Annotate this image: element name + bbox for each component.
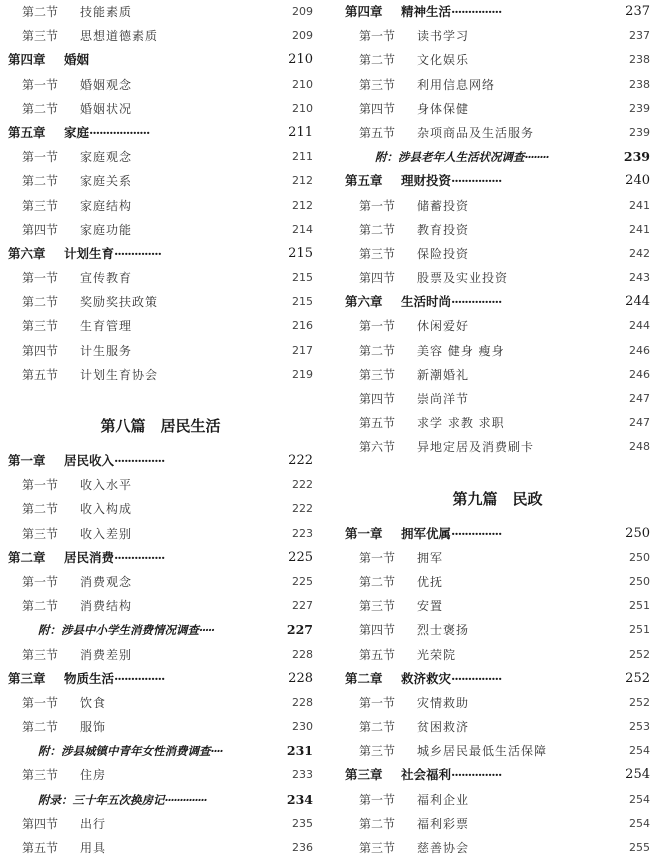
entry-title: 新潮婚礼 <box>417 367 470 382</box>
page-number: 211 <box>292 150 313 164</box>
page-number: 211 <box>288 124 313 140</box>
chapter-entry <box>8 121 313 145</box>
section-entry <box>345 411 650 435</box>
section-entry <box>345 788 650 812</box>
section-entry <box>345 594 650 618</box>
entry-label: 第一章 <box>8 453 46 468</box>
entry-label: 第二章 <box>345 670 383 686</box>
chapter-entry <box>8 449 313 473</box>
page-number: 251 <box>629 623 650 637</box>
entry-label: 第五节 <box>22 367 59 382</box>
section-entry <box>345 836 650 860</box>
entry-label: 第二节 <box>22 502 59 517</box>
entry-label: 第五节 <box>359 125 396 140</box>
entry-title: 收入水平 <box>80 478 133 493</box>
part-heading: 第九篇 民政 <box>452 489 543 508</box>
page-number: 246 <box>629 367 650 381</box>
entry-label: 第二节 <box>359 720 396 735</box>
leader-dots: ··············· <box>451 4 502 19</box>
page-number: 254 <box>629 744 650 758</box>
page-number: 253 <box>629 720 650 734</box>
page-number: 235 <box>292 816 313 830</box>
entry-title: 物质生活 <box>64 670 115 686</box>
entry-title: 慈善协会 <box>417 841 470 855</box>
entry-title: 崇尚洋节 <box>417 392 470 406</box>
entry-title: 饮食 <box>80 695 107 710</box>
entry-label: 第三节 <box>359 246 396 261</box>
entry-title: 读书学习 <box>417 29 470 44</box>
page-number: 238 <box>629 77 650 91</box>
entry-title: 烈士褒扬 <box>417 623 470 638</box>
appendix-entry <box>8 739 313 763</box>
section-entry <box>8 339 313 363</box>
entry-title: 婚姻状况 <box>80 101 133 116</box>
section-entry <box>8 218 313 242</box>
section-entry <box>8 497 313 521</box>
section-entry <box>8 594 313 618</box>
leader-dots: ·················· <box>89 124 150 140</box>
entry-label: 第五节 <box>22 841 59 855</box>
entry-label: 第二节 <box>22 174 59 189</box>
entry-title: 婚姻 <box>64 52 90 68</box>
entry-label: 第三节 <box>22 319 59 334</box>
section-entry <box>345 812 650 836</box>
section-entry <box>8 363 313 387</box>
entry-title: 用具 <box>80 841 107 855</box>
chapter-entry <box>8 48 313 72</box>
entry-label: 第一节 <box>22 478 59 493</box>
leader-dots: ··············· <box>114 549 165 565</box>
entry-title: 社会福利 <box>401 767 452 783</box>
page-number: 230 <box>292 720 313 734</box>
page-number: 236 <box>292 841 313 854</box>
entry-label: 第一节 <box>22 574 59 589</box>
page-number: 225 <box>292 574 313 588</box>
leader-dots: ··············· <box>114 670 165 686</box>
entry-title: 婚姻观念 <box>80 77 133 92</box>
page-number: 238 <box>629 53 650 67</box>
entry-label: 第一节 <box>359 792 396 807</box>
entry-label: 第一节 <box>22 150 59 165</box>
entry-title: 生育管理 <box>80 319 133 334</box>
page-number: 243 <box>629 271 650 285</box>
section-entry <box>345 121 650 145</box>
entry-label: 第二节 <box>22 101 59 116</box>
entry-label: 第二节 <box>359 222 396 237</box>
entry-label: 第三章 <box>8 670 46 686</box>
entry-label: 第三节 <box>359 599 396 614</box>
entry-title: 安置 <box>417 599 444 614</box>
page-number: 209 <box>292 5 313 18</box>
section-entry <box>8 570 313 594</box>
page-number: 254 <box>625 767 650 783</box>
entry-title: 休闲爱好 <box>417 319 470 334</box>
entry-title: 服饰 <box>80 720 107 735</box>
entry-title: 生活时尚 <box>401 294 452 310</box>
toc-column-left <box>8 0 313 860</box>
entry-title: 储蓄投资 <box>417 198 470 213</box>
entry-title: 居民消费 <box>64 549 115 565</box>
entry-title: 附：涉县老年人生活状况调查 <box>375 150 525 165</box>
leader-dots: ···· <box>210 744 223 759</box>
entry-title: 福利企业 <box>417 792 470 807</box>
entry-title: 保险投资 <box>417 246 470 261</box>
entry-label: 第三节 <box>359 77 396 92</box>
page-number: 237 <box>625 4 650 19</box>
section-entry <box>8 836 313 860</box>
page-number: 240 <box>625 173 650 189</box>
entry-label: 第四节 <box>22 343 59 358</box>
entry-label: 第五章 <box>8 124 46 140</box>
section-entry <box>8 812 313 836</box>
leader-dots: ·············· <box>114 245 161 261</box>
chapter-entry <box>8 242 313 266</box>
leader-dots: ··············· <box>451 173 502 189</box>
leader-dots: ·············· <box>164 792 207 807</box>
entry-title: 消费结构 <box>80 599 133 614</box>
entry-title: 理财投资 <box>401 173 452 189</box>
entry-title: 贫困救济 <box>417 720 470 735</box>
page-number: 227 <box>292 599 313 613</box>
section-entry <box>345 242 650 266</box>
section-entry <box>8 97 313 121</box>
chapter-entry <box>345 0 650 24</box>
section-entry <box>345 435 650 459</box>
entry-label: 第一节 <box>22 271 59 286</box>
chapter-entry <box>345 169 650 193</box>
page-number: 244 <box>629 319 650 333</box>
entry-label: 第四节 <box>359 101 396 116</box>
entry-label: 第一节 <box>359 695 396 710</box>
entry-label: 第二节 <box>22 720 59 735</box>
page-number: 222 <box>292 478 313 492</box>
page-number: 214 <box>292 222 313 236</box>
entry-title: 家庭功能 <box>80 222 133 237</box>
page-number: 210 <box>292 101 313 115</box>
entry-title: 求学 求教 求职 <box>417 416 505 431</box>
entry-title: 收入差别 <box>80 526 133 541</box>
chapter-entry <box>345 522 650 546</box>
entry-title: 家庭结构 <box>80 198 133 213</box>
entry-label: 第四节 <box>22 816 59 831</box>
entry-title: 福利彩票 <box>417 816 470 831</box>
section-entry <box>8 194 313 218</box>
entry-label: 第二章 <box>8 549 46 565</box>
entry-title: 股票及实业投资 <box>417 271 509 286</box>
section-entry <box>8 73 313 97</box>
page-number: 233 <box>292 768 313 782</box>
page-number: 239 <box>629 125 650 139</box>
entry-label: 第二节 <box>22 5 59 19</box>
section-entry <box>345 570 650 594</box>
page-number: 216 <box>292 319 313 333</box>
section-entry <box>345 266 650 290</box>
entry-label: 第五章 <box>345 173 383 189</box>
entry-label: 第一章 <box>345 525 383 541</box>
page-number: 228 <box>288 670 313 686</box>
section-entry <box>8 290 313 314</box>
section-entry <box>345 218 650 242</box>
section-entry <box>345 546 650 570</box>
entry-label: 第六章 <box>345 294 383 310</box>
chapter-entry <box>345 667 650 691</box>
entry-title: 住房 <box>80 768 107 783</box>
page-number: 237 <box>629 29 650 43</box>
entry-title: 异地定居及消费刷卡 <box>417 440 535 455</box>
entry-label: 第三节 <box>22 526 59 541</box>
chapter-entry <box>8 667 313 691</box>
spacer <box>345 460 650 476</box>
page-number: 212 <box>292 174 313 188</box>
section-entry <box>345 194 650 218</box>
page-number: 210 <box>288 52 313 68</box>
chapter-entry <box>345 290 650 314</box>
entry-label: 第三节 <box>22 647 59 662</box>
section-entry <box>345 715 650 739</box>
entry-label: 第二节 <box>359 53 396 68</box>
page-number: 254 <box>629 792 650 806</box>
page-number: 246 <box>629 343 650 357</box>
chapter-entry <box>8 546 313 570</box>
page-number: 227 <box>286 622 313 638</box>
entry-label: 第三节 <box>359 841 396 855</box>
entry-label: 第三节 <box>22 768 59 783</box>
section-entry <box>345 739 650 763</box>
entry-title: 附：涉县中小学生消费情况调查 <box>38 623 199 638</box>
leader-dots: ····· <box>199 623 215 638</box>
page-number: 244 <box>625 294 650 310</box>
section-entry <box>345 387 650 411</box>
section-entry <box>8 314 313 338</box>
entry-title: 美容 健身 瘦身 <box>417 343 505 358</box>
section-entry <box>345 48 650 72</box>
section-entry <box>8 24 313 48</box>
entry-label: 第四节 <box>359 623 396 638</box>
entry-label: 第二节 <box>359 343 396 358</box>
entry-label: 第五节 <box>359 416 396 431</box>
page-number: 212 <box>292 198 313 212</box>
entry-label: 第四章 <box>345 4 383 19</box>
section-entry <box>345 73 650 97</box>
entry-label: 第三节 <box>22 29 59 44</box>
page-number: 252 <box>625 670 650 686</box>
page-number: 239 <box>623 149 650 165</box>
section-entry <box>8 691 313 715</box>
appendix-entry <box>8 788 313 812</box>
appendix-entry <box>8 618 313 642</box>
entry-label: 第二节 <box>22 599 59 614</box>
entry-title: 救济救灾 <box>401 670 452 686</box>
leader-dots: ··············· <box>451 767 502 783</box>
entry-title: 教育投资 <box>417 222 470 237</box>
leader-dots: ··············· <box>451 525 502 541</box>
section-entry <box>345 691 650 715</box>
section-entry <box>8 266 313 290</box>
entry-label: 第一节 <box>359 198 396 213</box>
entry-label: 第六节 <box>359 440 396 455</box>
entry-label: 第四节 <box>359 271 396 286</box>
section-entry <box>345 339 650 363</box>
leader-dots: ········ <box>524 150 549 165</box>
section-entry <box>8 145 313 169</box>
page-number: 228 <box>292 647 313 661</box>
entry-title: 消费差别 <box>80 647 133 662</box>
entry-label: 第一节 <box>359 319 396 334</box>
page-number: 252 <box>629 695 650 709</box>
leader-dots: ··············· <box>114 453 165 468</box>
page-number: 255 <box>629 841 650 854</box>
entry-title: 宣传教育 <box>80 271 133 286</box>
entry-label: 第一节 <box>22 695 59 710</box>
page-number: 250 <box>629 550 650 564</box>
chapter-entry <box>345 763 650 787</box>
entry-title: 收入构成 <box>80 502 133 517</box>
entry-title: 家庭观念 <box>80 150 133 165</box>
entry-label: 第四节 <box>22 222 59 237</box>
entry-title: 城乡居民最低生活保障 <box>417 744 548 759</box>
page-number: 215 <box>288 245 313 261</box>
entry-title: 身体保健 <box>417 101 470 116</box>
entry-title: 技能素质 <box>80 5 133 19</box>
section-entry <box>345 363 650 387</box>
page-number: 252 <box>629 647 650 661</box>
entry-label: 第六章 <box>8 245 46 261</box>
section-entry <box>8 169 313 193</box>
leader-dots: ··············· <box>451 670 502 686</box>
page-number: 223 <box>292 526 313 540</box>
entry-title: 计划生育协会 <box>80 367 159 382</box>
section-entry <box>345 97 650 121</box>
entry-title: 计生服务 <box>80 343 133 358</box>
entry-title: 奖励奖扶政策 <box>80 295 159 310</box>
page-number: 247 <box>629 392 650 405</box>
entry-label: 第三节 <box>22 198 59 213</box>
section-entry <box>8 763 313 787</box>
entry-label: 第一节 <box>359 550 396 565</box>
leader-dots: ··············· <box>451 294 502 310</box>
page-number: 215 <box>292 271 313 285</box>
page-number: 217 <box>292 343 313 357</box>
entry-title: 拥军 <box>417 550 444 565</box>
spacer <box>8 387 313 403</box>
entry-title: 拥军优属 <box>401 525 452 541</box>
entry-title: 利用信息网络 <box>417 77 496 92</box>
entry-title: 优抚 <box>417 574 444 589</box>
page-number: 225 <box>288 549 313 565</box>
section-entry <box>8 473 313 497</box>
entry-label: 第四章 <box>8 52 46 68</box>
part-heading: 第八篇 居民生活 <box>100 417 221 435</box>
section-entry <box>345 643 650 667</box>
entry-label: 第四节 <box>359 392 396 406</box>
entry-label: 第三节 <box>359 367 396 382</box>
entry-title: 灾情救助 <box>417 695 470 710</box>
entry-label: 第一节 <box>22 77 59 92</box>
page-number: 254 <box>629 816 650 830</box>
entry-title: 文化娱乐 <box>417 53 470 68</box>
section-entry <box>345 618 650 642</box>
section-entry <box>345 314 650 338</box>
page-number: 222 <box>288 453 313 468</box>
entry-title: 居民收入 <box>64 453 115 468</box>
entry-label: 第二节 <box>359 816 396 831</box>
entry-title: 精神生活 <box>401 4 452 19</box>
section-entry <box>8 643 313 667</box>
entry-title: 消费观念 <box>80 574 133 589</box>
page-number: 234 <box>286 791 313 807</box>
page-number: 248 <box>629 440 650 454</box>
page-number: 210 <box>292 77 313 91</box>
page-number: 251 <box>629 599 650 613</box>
page-number: 209 <box>292 29 313 43</box>
page-number: 231 <box>286 743 313 759</box>
page-number: 250 <box>629 574 650 588</box>
entry-title: 出行 <box>80 816 107 831</box>
entry-label: 第二节 <box>359 574 396 589</box>
section-entry <box>8 522 313 546</box>
page-number: 222 <box>292 502 313 516</box>
entry-title: 家庭 <box>64 124 90 140</box>
entry-title: 家庭关系 <box>80 174 133 189</box>
entry-title: 附录：三十年五次换房记 <box>38 792 165 807</box>
page-number: 228 <box>292 695 313 709</box>
page-number: 241 <box>629 222 650 236</box>
page-number: 241 <box>629 198 650 212</box>
page-number: 219 <box>292 367 313 381</box>
entry-title: 光荣院 <box>417 647 457 662</box>
page-number: 215 <box>292 295 313 309</box>
appendix-entry <box>345 145 650 169</box>
entry-label: 第五节 <box>359 647 396 662</box>
entry-label: 第一节 <box>359 29 396 44</box>
entry-label: 第三节 <box>359 744 396 759</box>
entry-title: 思想道德素质 <box>80 29 159 44</box>
page-number: 250 <box>625 525 650 541</box>
toc-column-right <box>345 0 650 860</box>
entry-title: 附：涉县城镇中青年女性消费调查 <box>38 744 211 759</box>
page-number: 242 <box>629 246 650 260</box>
page-number: 239 <box>629 101 650 115</box>
entry-title: 杂项商品及生活服务 <box>417 125 535 140</box>
page-number: 247 <box>629 416 650 430</box>
section-entry <box>345 24 650 48</box>
section-entry <box>8 0 313 24</box>
entry-label: 第三章 <box>345 767 383 783</box>
section-entry <box>8 715 313 739</box>
entry-label: 第二节 <box>22 295 59 310</box>
entry-title: 计划生育 <box>64 245 115 261</box>
